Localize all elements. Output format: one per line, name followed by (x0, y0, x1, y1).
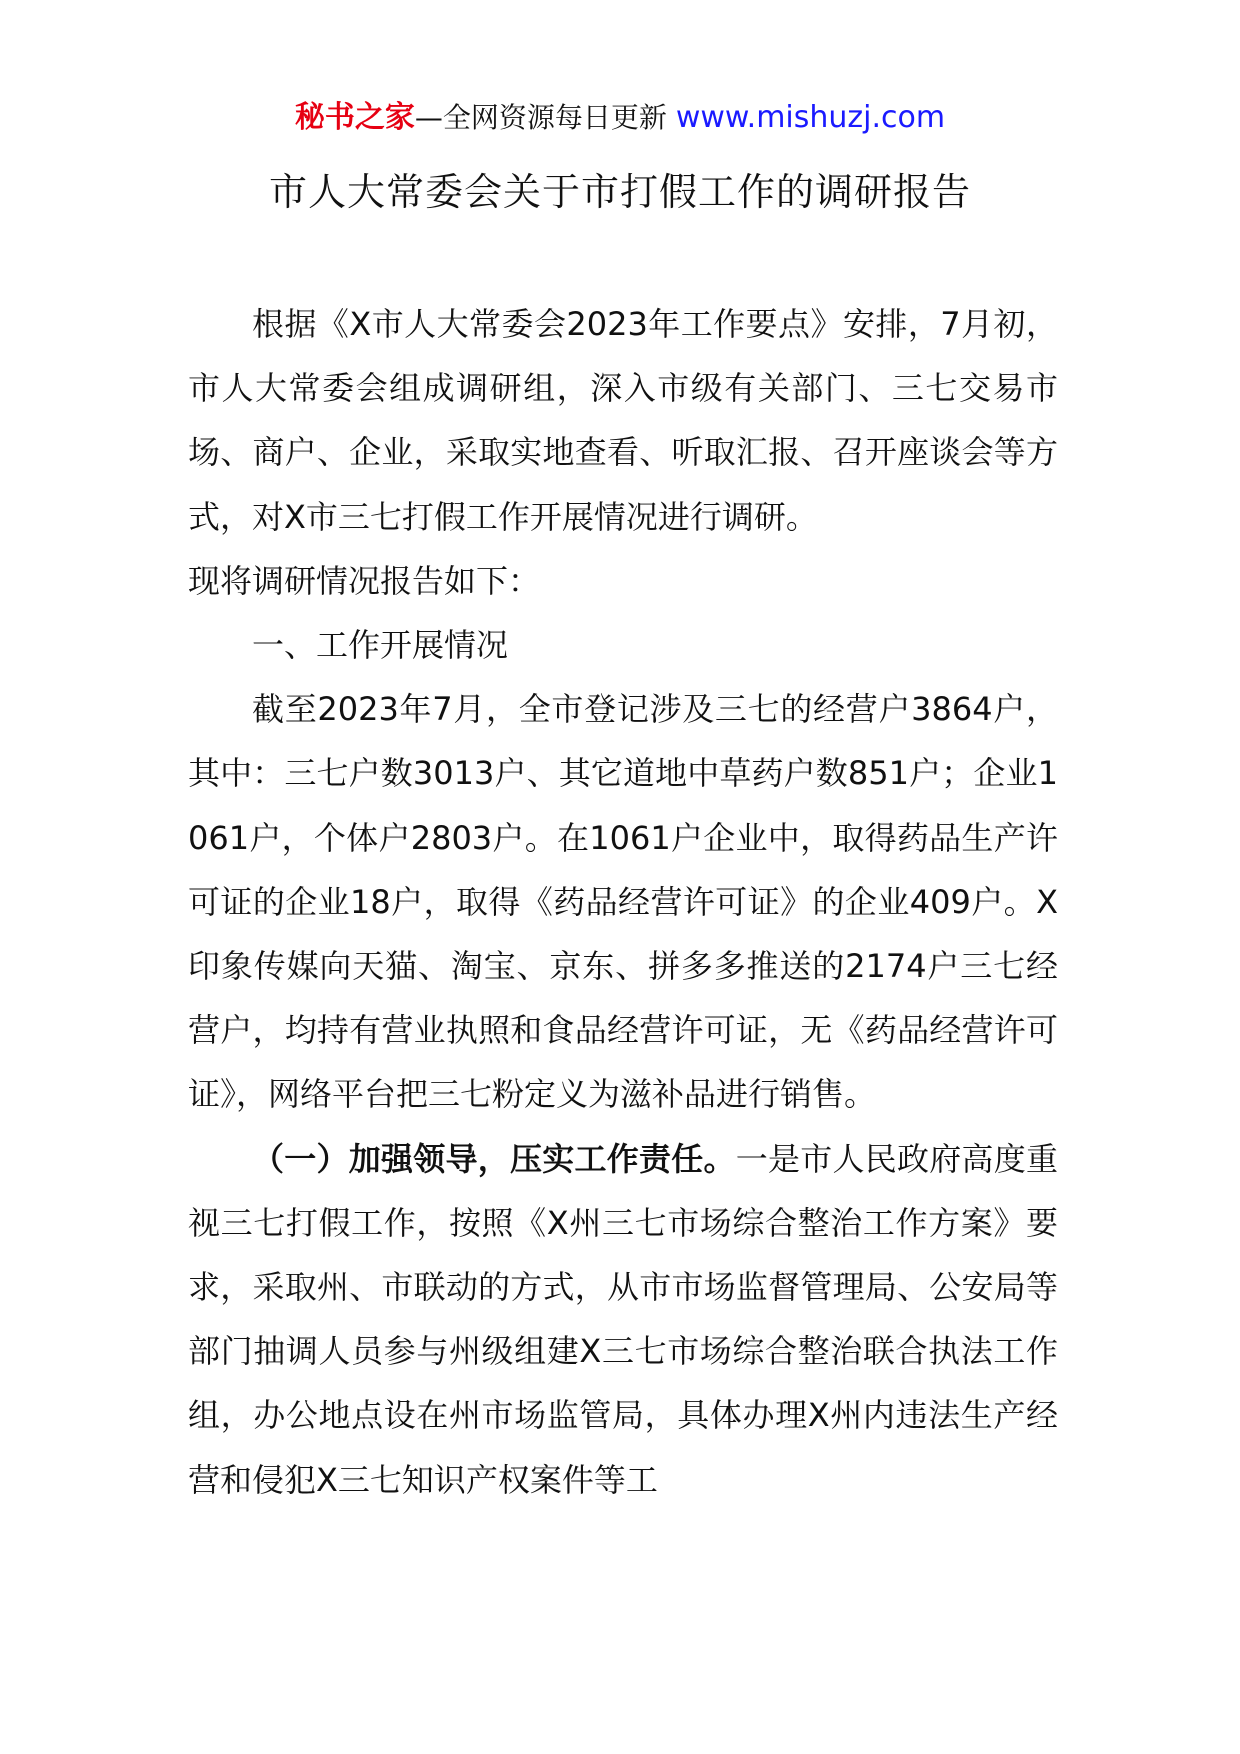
section-heading: 一、工作开展情况 (252, 626, 509, 665)
header-slogan: —全网资源每日更新 (414, 101, 667, 134)
subsection-heading: （一）加强领导，压实工作责任。 (252, 1139, 736, 1178)
intro-paragraph: 根据《X市人大常委会2023年工作要点》安排，7月初，市人大常委会组成调研组，深入市级有关部门、三七交易市场、商户、企业，采取实地查看、听取汇报、召开座谈会等方式，对X市三七打假工作开展情况进行调研。 (188, 305, 1058, 536)
site-url-link[interactable]: www.mishuzj.com (675, 100, 946, 135)
site-header (0, 98, 1240, 138)
subsection-text: 一是市人民政府高度重视三七打假工作，按照《X州三七市场综合整治工作方案》要求，采取州、市联动的方式，从市市场监督管理局、公安局等部门抽调人员参与州级组建X三七市场综合整治联合执法工作组，办公地点设在州市场监管局，具体办理X州内违法生产经营和侵犯X三七知识产权案件等工 (188, 1139, 1058, 1499)
document-title: 市人大常委会关于市打假工作的调研报告 (268, 170, 971, 214)
subsection-paragraph (188, 1127, 1058, 1512)
intro-closing-line: 现将调研情况报告如下： (188, 561, 541, 600)
brand-name: 秘书之家 (294, 100, 415, 135)
statistics-paragraph: 截至2023年7月，全市登记涉及三七的经营户3864户，其中：三七户数3013户、其它道地中草药户数851户；企业1061户，个体户2803户。在1061户企业中，取得药品生产许可证的企业18户，取得《药品经营许可证》的企业409户。X印象传媒向天猫、淘宝、京东、拼多多推送的2174户三七经营户，均持有营业执照和食品经营许可证，无《药品经营许可证》，网络平台把三七粉定义为滋补品进行销售。 (188, 690, 1058, 1114)
document-body (188, 292, 1058, 1512)
